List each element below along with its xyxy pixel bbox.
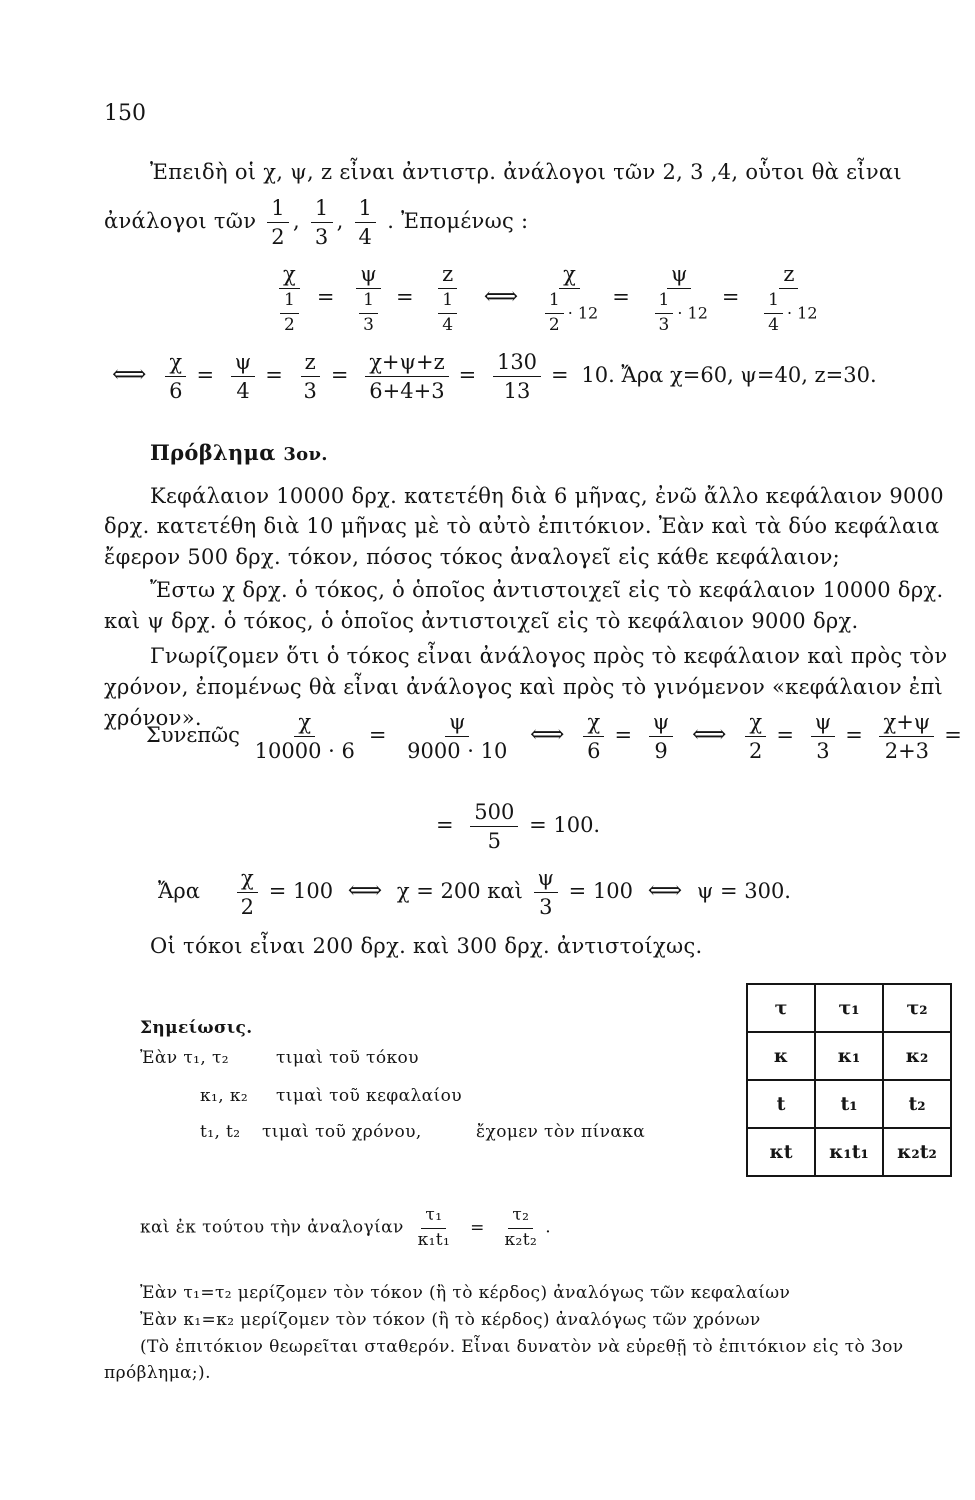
table-cell: κ₁: [815, 1032, 883, 1080]
problem-line-5: καὶ ψ δρχ. ὁ τόκος, ὁ ὁποῖος ἀντιστοιχεῖ εἰς τὸ κεφάλαιον 9000 δρχ.: [104, 609, 859, 633]
ara-frac-x-2: $\frac{\chi}{2}$: [237, 866, 258, 919]
eq2-frac-psi-4: $\frac{\psi}{4}$: [231, 350, 255, 403]
table-cell: τ: [747, 984, 815, 1032]
problem-line-6: Γνωρίζομεν ὅτι ὁ τόκος εἶναι ἀνάλογος πρὸς τὸ κεφάλαιον καὶ πρὸς τὸν: [150, 644, 948, 668]
sol-frac-x-6: $\frac{\chi}{6}$: [583, 710, 604, 763]
sol-frac-sum: $\frac{\chi+\psi}{2+3}$: [879, 710, 934, 763]
sol-frac-500-5: $\frac{500}{5}$: [470, 800, 518, 853]
note-proportion: καὶ ἐκ τούτου τὴν ἀναλογίαν $\frac{\text{τ₁}}{\text{κ₁t₁}}$ = $\frac{\text{τ₂}}{\text{κ₂t₂}}$ .: [140, 1205, 552, 1250]
sol-frac-x-2: $\frac{\chi}{2}$: [745, 710, 766, 763]
intro-line-1: Ἐπειδὴ οἱ χ, ψ, z εἶναι ἀντιστρ. ἀνάλογοι τῶν 2, 3 ,4, οὗτοι θὰ εἶναι: [150, 160, 902, 184]
table-cell: κ₁t₁: [815, 1128, 883, 1176]
table-cell: κ₂: [883, 1032, 951, 1080]
eq2-frac-130-13: $\frac{130}{13}$: [493, 350, 541, 403]
solution-result: = $\frac{500}{5}$ = 100.: [436, 800, 601, 854]
table-cell: t: [747, 1080, 815, 1128]
eq1-frac-x: $\frac{\chi}{\frac{1}{2}}$: [272, 262, 307, 335]
sol-frac-psi-9000: $\frac{\psi}{9000 \cdot 10}$: [407, 710, 508, 764]
note-line-1a: Ἐὰν τ₁, τ₂: [140, 1048, 229, 1068]
eq1-frac-psi-12: ψ $\frac{1}{3}$ · 12: [647, 262, 712, 335]
problem-line-3: ἔφερον 500 δρχ. τόκον, πόσος τόκος ἀναλογεῖ εἰς κάθε κεφάλαιον;: [104, 545, 841, 569]
table-row: [747, 984, 951, 1032]
ara-mid-2: χ = 200 καὶ: [396, 879, 523, 904]
eq1-frac-z-12: z $\frac{1}{4}$ · 12: [756, 262, 821, 335]
problem-line-1: Κεφάλαιον 10000 δρχ. κατετέθη διὰ 6 μῆνας, ἐνῶ ἄλλο κεφάλαιον 9000: [150, 484, 944, 508]
table-cell: κ₂t₂: [883, 1128, 951, 1176]
eq2-frac-sum: $\frac{\chi+\psi+z}{6+4+3}$: [365, 350, 448, 403]
prop-frac-2: $\frac{\text{τ₂}}{\text{κ₂t₂}}$: [504, 1205, 538, 1250]
table-row: [747, 1080, 951, 1128]
ara-mid-1: = 100: [268, 879, 334, 904]
problem-line-4: Ἔστω χ δρχ. ὁ τόκος, ὁ ὁποῖος ἀντιστοιχεῖ εἰς τὸ κεφάλαιον 10000 δρχ.: [150, 578, 944, 602]
double-arrow-icon: ⟺: [112, 360, 147, 389]
final-line-1: Ἐὰν τ₁=τ₂ μερίζομεν τὸν τόκον (ἢ τὸ κέρδος) ἀναλόγως τῶν κεφαλαίων: [140, 1283, 791, 1303]
intro-line-2: ἀνάλογοι τῶν $\frac{1}{2}$ , $\frac{1}{3}$ , $\frac{1}{4}$ . Ἐπομένως :: [104, 196, 529, 250]
frac-one-third: $\frac{1}{3}$: [311, 196, 333, 249]
note-line-1b: τιμαὶ τοῦ τόκου: [276, 1048, 419, 1068]
ara-prefix: Ἄρα: [158, 879, 200, 904]
double-arrow-icon: ⟺: [530, 720, 565, 749]
ara-line: [158, 866, 791, 919]
table-cell: t₂: [883, 1080, 951, 1128]
eq1-frac-psi: $\frac{\psi}{\frac{1}{3}}$: [351, 262, 386, 335]
sol-frac-psi-3: $\frac{\psi}{3}$: [811, 710, 835, 763]
table-cell: t₁: [815, 1080, 883, 1128]
problem-title: Πρόβλημα 3ον.: [150, 440, 328, 465]
values-table: [746, 983, 952, 1177]
conclusion: Οἱ τόκοι εἶναι 200 δρχ. καὶ 300 δρχ. ἀντιστοίχως.: [150, 934, 703, 958]
problem-line-8: χρόνον».: [104, 706, 202, 730]
frac-one-quarter: $\frac{1}{4}$: [355, 196, 377, 249]
ara-final: ψ = 300.: [696, 879, 791, 904]
eq2-frac-z-3: $\frac{z}{3}$: [300, 350, 321, 403]
page-number: 150: [104, 101, 146, 126]
note-line-3b: τιμαὶ τοῦ χρόνου,: [262, 1122, 422, 1142]
table-cell: τ₂: [883, 984, 951, 1032]
prop-frac-1: $\frac{\text{τ₁}}{\text{κ₁t₁}}$: [417, 1205, 451, 1250]
final-line-2: Ἐὰν κ₁=κ₂ μερίζομεν τὸν τόκον (ἢ τὸ κέρδος) ἀναλόγως τῶν χρόνων: [140, 1310, 761, 1330]
ara-end: = 100: [568, 879, 634, 904]
table-cell: κ: [747, 1032, 815, 1080]
double-arrow-icon: ⟺: [691, 720, 727, 749]
table-cell: τ₁: [815, 984, 883, 1032]
table-row: [747, 1032, 951, 1080]
eq1-frac-z: $\frac{z}{\frac{1}{4}}$: [430, 262, 465, 335]
frac-one-half: $\frac{1}{2}$: [267, 196, 289, 249]
equation-row-1: $\frac{\chi}{\frac{1}{2}}$ = $\frac{\psi}{\frac{1}{3}}$ = $\frac{z}{\frac{1}{4}}$ ⟺ χ $\frac{1}{2}$ · 12 = ψ $\frac{1}{3}$ · 12 = z $\frac{1}{4}$ · 12: [268, 262, 826, 335]
final-line-4: πρόβλημα;).: [104, 1363, 211, 1383]
note-line-2b: τιμαὶ τοῦ κεφαλαίου: [276, 1086, 462, 1106]
note-title: Σημείωσις.: [140, 1018, 253, 1038]
problem-line-7: χρόνον, ἐπομένως θὰ εἶναι ἀνάλογος καὶ πρὸς τὸ γινόμενον «κεφάλαιον ἐπὶ: [104, 675, 944, 699]
double-arrow-icon: ⟺: [647, 876, 683, 905]
note-proportion-prefix: καὶ ἐκ τούτου τὴν ἀναλογίαν: [140, 1217, 404, 1238]
note-line-3a: t₁, t₂: [200, 1122, 241, 1142]
eq2-frac-x-6: $\frac{\chi}{6}$: [165, 350, 186, 403]
equation-row-2: ⟺ $\frac{\chi}{6}$ = $\frac{\psi}{4}$ = $\frac{z}{3}$ = $\frac{\chi+\psi+z}{6+4+3}$ = $\frac{130}{13}$ = 10. Ἄρα χ=60, ψ=40, z=30.: [112, 350, 877, 404]
table-cell: κt: [747, 1128, 815, 1176]
final-line-3: (Τὸ ἐπιτόκιον θεωρεῖται σταθερόν. Εἶναι δυνατὸν νὰ εὑρεθῇ τὸ ἐπιτόκιον εἰς τὸ 3ον: [140, 1337, 904, 1357]
table-row: [747, 1128, 951, 1176]
double-arrow-icon: ⟺: [483, 282, 519, 311]
intro-line-2-prefix: ἀνάλογοι τῶν: [104, 209, 257, 234]
sol-frac-psi-9: $\frac{\psi}{9}$: [649, 710, 673, 763]
note-line-2a: κ₁, κ₂: [200, 1086, 249, 1106]
double-arrow-icon: ⟺: [347, 876, 383, 905]
solution-prefix: Συνεπῶς: [146, 723, 240, 748]
eq1-frac-x-12: χ $\frac{1}{2}$ · 12: [537, 262, 602, 335]
sol-frac-x-10000: $\frac{\chi}{10000 \cdot 6}$: [254, 710, 355, 764]
note-line-3c: ἔχομεν τὸν πίνακα: [476, 1122, 646, 1142]
solution-equation: Συνεπῶς $\frac{\chi}{10000 \cdot 6}$ = $\frac{\psi}{9000 \cdot 10}$ ⟺ $\frac{\chi}{6}$ = $\frac{\psi}{9}$ ⟺ $\frac{\chi}{2}$ = $\frac{\psi}{3}$ = $\frac{\chi+\psi}{2+3}$ =: [146, 710, 962, 764]
problem-line-2: δρχ. κατετέθη διὰ 10 μῆνας μὲ τὸ αὐτὸ ἐπιτόκιον. Ἐὰν καὶ τὰ δύο κεφάλαια: [104, 514, 940, 538]
sol-result-100: = 100.: [529, 813, 601, 838]
intro-line-2-suffix: . Ἐπομένως :: [387, 209, 529, 234]
ara-frac-psi-3: $\frac{\psi}{3}$: [534, 866, 558, 919]
eq2-result: 10. Ἄρα χ=60, ψ=40, z=30.: [581, 363, 877, 388]
